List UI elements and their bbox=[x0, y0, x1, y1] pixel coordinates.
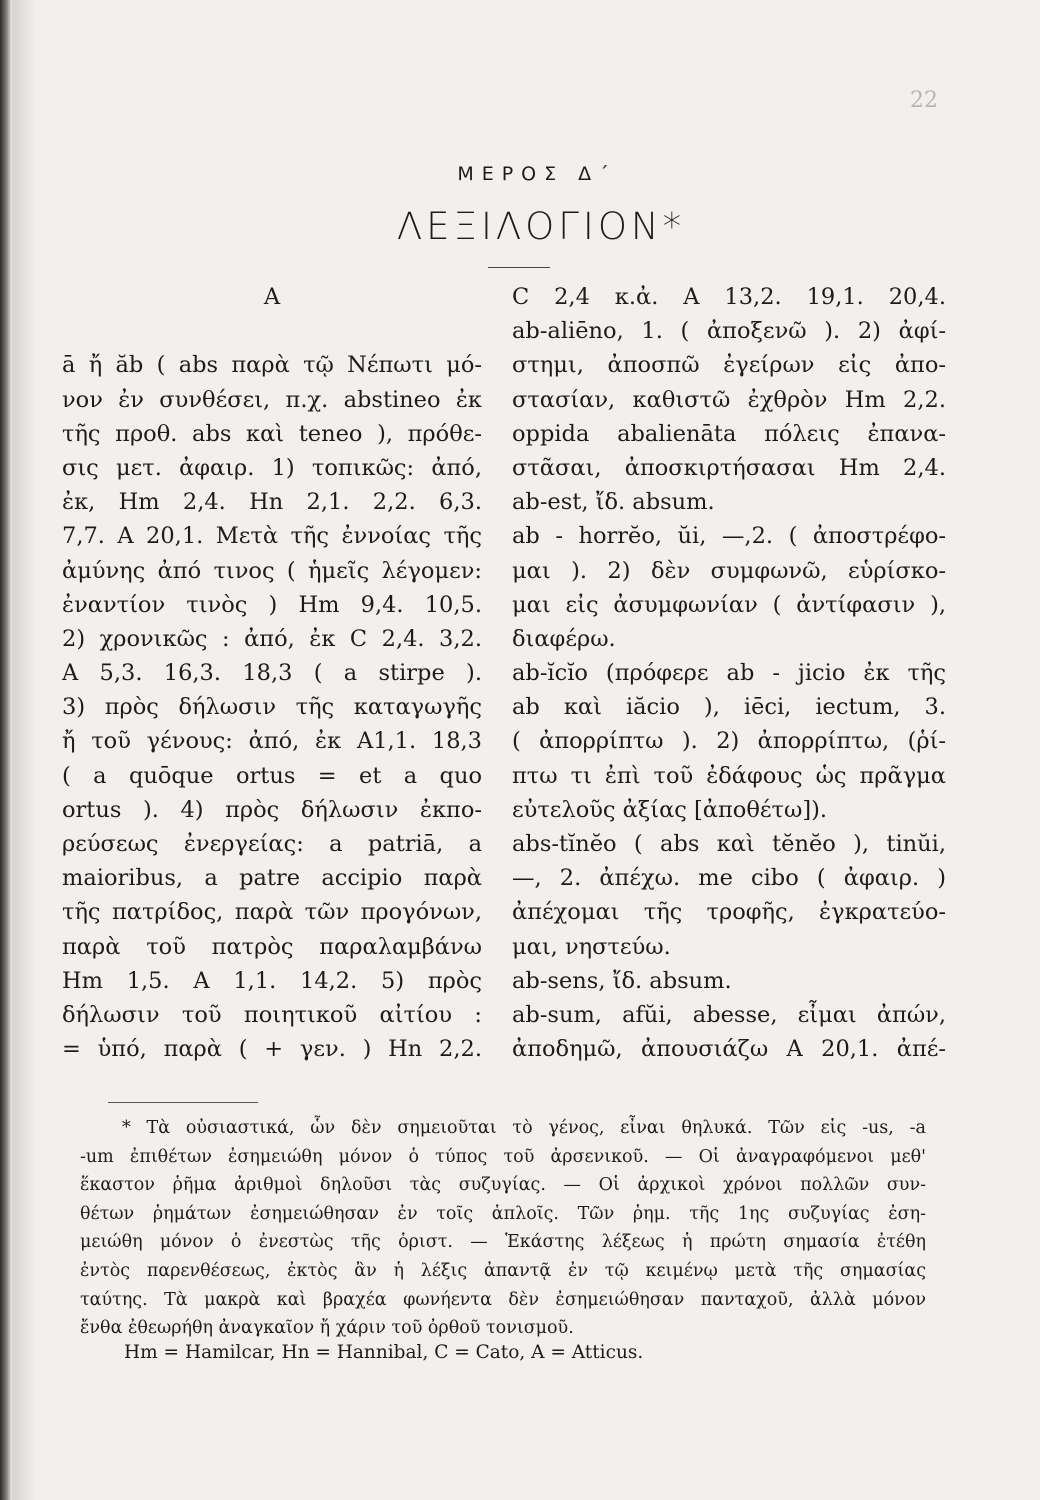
text-line: στημι, ἀποσπῶ ἐγείρων εἰς ἀπο- bbox=[512, 352, 946, 379]
text-line: A 5,3. 16,3. 18,3 ( a stirpe ). bbox=[62, 660, 482, 687]
title-divider bbox=[488, 267, 550, 268]
page-title: ΛΕΞΙΛΟΓΙΟΝ* bbox=[396, 205, 686, 248]
text-line: ab-sum, afŭi, abesse, εἶμαι ἀπών, bbox=[512, 1001, 946, 1028]
text-line: ab-sens, ἴδ. absum. bbox=[512, 967, 732, 994]
text-line: oppida abalienāta πόλεις ἐπανα- bbox=[512, 420, 946, 447]
text-line: ἐκ, Hm 2,4. Hn 2,1. 2,2. 6,3. bbox=[62, 489, 482, 516]
text-line: εὐτελοῦς ἀξίας [ἀποθέτω]). bbox=[512, 796, 828, 823]
text-line: τῆς προθ. abs καὶ teneo ), πρόθε- bbox=[62, 420, 482, 447]
footnote-line: ἔνθα ἐθεωρήθη ἀναγκαῖον ἤ χάριν τοῦ ὀρθοῦ τονισμοῦ. bbox=[80, 1318, 574, 1339]
letter-heading: A bbox=[263, 284, 281, 310]
text-line: ab-est, ἴδ. absum. bbox=[512, 489, 715, 516]
text-line: maioribus, a patre accipio παρὰ bbox=[62, 865, 482, 892]
text-line: μαι εἰς ἀσυμφωνίαν ( ἀντίφασιν ), bbox=[512, 591, 946, 618]
text-line: ρεύσεως ἐνεργείας: a patriā, a bbox=[62, 831, 482, 857]
text-line: παρὰ τοῦ πατρὸς παραλαμβάνω bbox=[62, 933, 482, 960]
footnote-line: ἕκαστον ῥῆμα ἀριθμοὶ δηλοῦσι τὰς συζυγίας. — Οἱ ἀρχικοὶ χρόνοι πολλῶν συν- bbox=[80, 1175, 926, 1196]
text-line: ab-aliēno, 1. ( ἀποξενῶ ). 2) ἀφί- bbox=[512, 318, 946, 345]
footnote-block bbox=[80, 1114, 926, 1343]
text-line: μαι ). 2) δὲν συμφωνῶ, εὑρίσκο- bbox=[512, 557, 946, 584]
left-column bbox=[62, 280, 482, 1066]
abbreviations-key: Hm = Hamilcar, Hn = Hannibal, C = Cato, A = Atticus. bbox=[124, 1342, 644, 1363]
footnote-line: -um ἐπιθέτων ἐσημειώθη μόνον ὁ τύπος τοῦ ἀρσενικοῦ. — Οἱ ἀναγραφόμενοι μεθ' bbox=[80, 1146, 926, 1167]
text-line: μαι, νηστεύω. bbox=[512, 933, 671, 960]
text-line: 7,7. A 20,1. Μετὰ τῆς ἐννοίας τῆς bbox=[62, 523, 482, 550]
footnote-line: * Τὰ οὐσιαστικά, ὧν δὲν σημειοῦται τὸ γένος, εἶναι θηλυκά. Τῶν εἰς -us, -a bbox=[122, 1118, 926, 1138]
text-line: ἀποδημῶ, ἀπουσιάζω A 20,1. ἀπέ- bbox=[512, 1036, 946, 1063]
footnote-line: ἐντὸς παρενθέσεως, ἐκτὸς ἂν ἡ λέξις ἀπαντᾷ ἐν τῷ κειμένῳ μετὰ τῆς σημασίας bbox=[80, 1260, 926, 1281]
footnote-line: ταύτης. Τὰ μακρὰ καὶ βραχέα φωνήεντα δὲν ἐσημειώθησαν πανταχοῦ, ἀλλὰ μόνον bbox=[80, 1289, 926, 1310]
section-title: ΜΕΡΟΣ Δ΄ bbox=[457, 163, 617, 185]
text-line: ā ἤ ăb ( abs παρὰ τῷ Νέπωτι μό- bbox=[62, 352, 482, 379]
text-line: σις μετ. ἀφαιρ. 1) τοπικῶς: ἀπό, bbox=[62, 454, 482, 481]
text-line: ἤ τοῦ γένους: ἀπό, ἐκ A1,1. 18,3 bbox=[62, 728, 482, 755]
text-line: στασίαν, καθιστῶ ἐχθρὸν Hm 2,2. bbox=[512, 386, 946, 413]
text-line: abs-tĭnĕo ( abs καὶ tĕnĕo ), tinŭi, bbox=[512, 831, 946, 857]
text-line: ortus ). 4) πρὸς δήλωσιν ἐκπο- bbox=[62, 796, 482, 823]
text-line: δήλωσιν τοῦ ποιητικοῦ αἰτίου : bbox=[62, 1001, 482, 1028]
text-line: ab καὶ iăcio ), iēci, iectum, 3. bbox=[512, 694, 946, 721]
text-line: = ὑπό, παρὰ ( + γεν. ) Hn 2,2. bbox=[62, 1036, 482, 1063]
column-spacer bbox=[62, 314, 482, 348]
text-line: διαφέρω. bbox=[512, 625, 616, 652]
footnote-line: θέτων ῥημάτων ἐσημειώθησαν ἐν τοῖς ἁπλοῖς. Τῶν ῥημ. τῆς 1ης συζυγίας ἐση- bbox=[80, 1203, 926, 1224]
footnote-line: μειώθη μόνον ὁ ἐνεστὼς τῆς ὁριστ. — Ἑκάστης λέξεως ἡ πρώτη σημασία ἐτέθη bbox=[80, 1232, 926, 1253]
text-line: ἀμύνης ἀπό τινος ( ἡμεῖς λέγομεν: bbox=[62, 557, 482, 584]
text-line: ab - horrĕo, ŭi, —,2. ( ἀποστρέφο- bbox=[512, 523, 946, 550]
text-line: πτω τι ἐπὶ τοῦ ἐδάφους ὡς πρᾶγμα bbox=[512, 762, 946, 789]
footnote-divider bbox=[108, 1102, 258, 1103]
text-line: ( a quōque ortus = et a quo bbox=[62, 762, 482, 789]
text-line: 2) χρονικῶς : ἀπό, ἐκ C 2,4. 3,2. bbox=[62, 625, 482, 652]
text-line: ἀπέχομαι τῆς τροφῆς, ἐγκρατεύο- bbox=[512, 899, 946, 926]
text-line: —, 2. ἀπέχω. me cibo ( ἀφαιρ. ) bbox=[512, 865, 946, 892]
text-line: C 2,4 κ.ἀ. A 13,2. 19,1. 20,4. bbox=[512, 284, 946, 310]
text-line: ( ἀπορρίπτω ). 2) ἀπορρίπτω, (ῥί- bbox=[512, 728, 946, 755]
text-line: στᾶσαι, ἀποσκιρτήσασαι Hm 2,4. bbox=[512, 454, 946, 481]
text-line: τῆς πατρίδος, παρὰ τῶν προγόνων, bbox=[62, 899, 482, 926]
page-number: 22 bbox=[910, 88, 938, 113]
right-column bbox=[512, 280, 946, 1066]
text-line: 3) πρὸς δήλωσιν τῆς καταγωγῆς bbox=[62, 694, 482, 721]
text-line: Hm 1,5. A 1,1. 14,2. 5) πρὸς bbox=[62, 967, 482, 994]
text-line: ἐναντίον τινὸς ) Hm 9,4. 10,5. bbox=[62, 591, 482, 618]
text-line: ab-ĭcĭo (πρόφερε ab - jicio ἐκ τῆς bbox=[512, 660, 946, 687]
text-line: νον ἐν συνθέσει, π.χ. abstineo ἐκ bbox=[62, 386, 482, 413]
